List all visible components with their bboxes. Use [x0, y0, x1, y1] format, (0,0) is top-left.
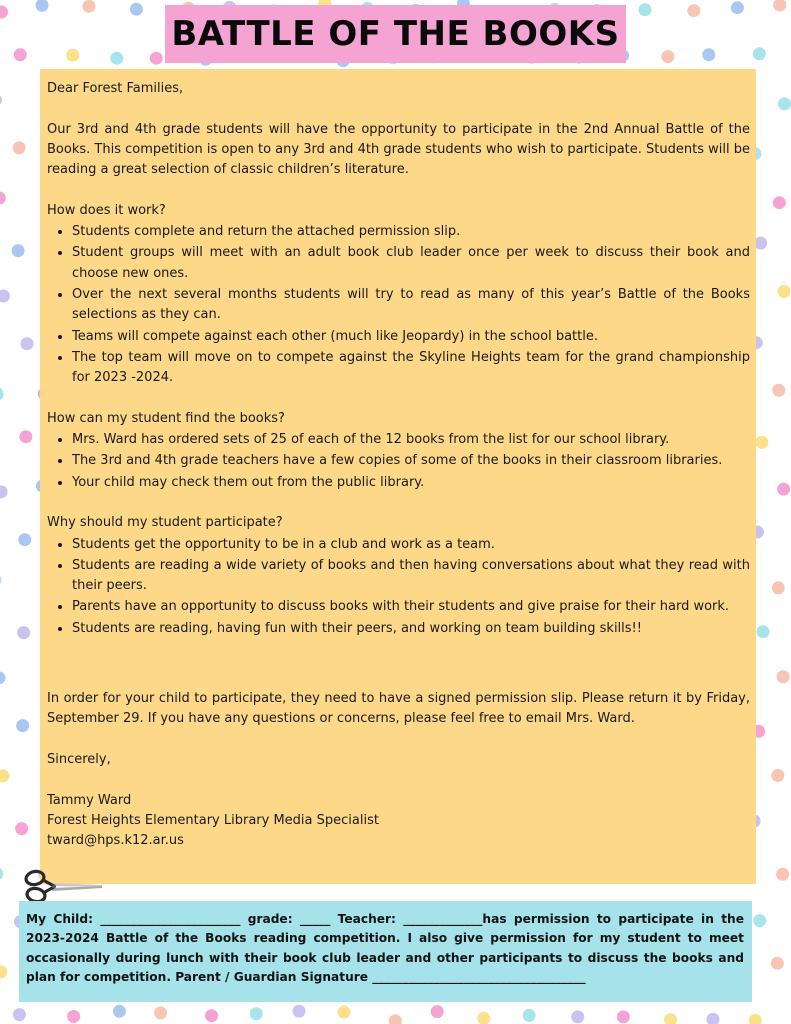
- why-participate-list: [47, 534, 750, 639]
- polka-dot: [755, 436, 768, 449]
- list-item: • The top team will move on to compete against the Skyline Heights team for the grand championship for 2023 -2024.: [72, 347, 750, 389]
- list-item: • The 3rd and 4th grade teachers have a few copies of some of the books in their classroom libraries.: [72, 450, 750, 471]
- polka-dot: [0, 485, 8, 498]
- polka-dot: [67, 1010, 80, 1023]
- polka-dot: [523, 1009, 536, 1022]
- polka-dot: [0, 290, 10, 303]
- polka-dot: [14, 48, 27, 61]
- list-item: • Mrs. Ward has ordered sets of 25 of each of the 12 books from the list for our school library.: [72, 429, 750, 450]
- polka-dot: [707, 1013, 720, 1024]
- polka-dot: [250, 1007, 263, 1020]
- polka-dot: [13, 141, 26, 154]
- polka-dot: [17, 626, 30, 639]
- page-title: BATTLE OF THE BOOKS: [171, 14, 620, 54]
- signature-email: tward@hps.k12.ar.us: [47, 833, 184, 849]
- polka-dot: [18, 533, 31, 546]
- polka-dot: [13, 1008, 26, 1021]
- list-item: • Students are reading, having fun with their peers, and working on team building skills!!: [72, 618, 750, 639]
- polka-dot: [0, 6, 8, 19]
- section-heading-find-books: How can my student find the books?: [47, 410, 285, 426]
- polka-dot: [617, 1010, 630, 1023]
- title-banner: [165, 5, 626, 63]
- polka-dot: [753, 47, 766, 60]
- polka-dot: [731, 1, 744, 14]
- polka-dot: [0, 192, 6, 205]
- polka-dot: [12, 244, 25, 257]
- polka-dot: [772, 581, 785, 594]
- polka-dot: [110, 52, 123, 65]
- polka-dot: [293, 1005, 306, 1018]
- polka-dot: [205, 1009, 218, 1022]
- polka-dot: [15, 822, 28, 835]
- polka-dot: [154, 1006, 167, 1019]
- list-item: • Teams will compete against each other (much like Jeopardy) in the school battle.: [72, 326, 750, 347]
- polka-dot: [778, 285, 791, 298]
- polka-dot: [771, 957, 784, 970]
- polka-dot: [749, 1014, 762, 1024]
- polka-dot: [687, 4, 700, 17]
- list-item: • Students are reading a wide variety of books and then having conversations about what they read with their peers.: [72, 555, 750, 597]
- letter-body: [40, 69, 756, 884]
- signature-name: Tammy Ward: [47, 792, 132, 808]
- polka-dot: [757, 625, 770, 638]
- list-item: • Student groups will meet with an adult book club leader once per week to discuss their book and choose new ones.: [72, 242, 750, 284]
- polka-dot: [389, 1014, 402, 1024]
- list-item: • Over the next several months students will try to read as many of this year’s Battle of the Books selections as they can.: [72, 284, 750, 326]
- section-heading-how-it-works: How does it work?: [47, 202, 166, 218]
- scissors-icon: [22, 868, 104, 904]
- section-heading-why-participate: Why should my student participate?: [47, 515, 283, 531]
- polka-dot: [753, 914, 766, 927]
- polka-dot: [664, 1013, 677, 1024]
- polka-dot: [0, 671, 5, 684]
- polka-dot: [338, 1006, 351, 1019]
- signoff: Sincerely,: [47, 751, 111, 767]
- permission-slip: [19, 901, 752, 1002]
- polka-dot: [21, 337, 34, 350]
- polka-dot: [16, 719, 29, 732]
- polka-dot: [777, 670, 790, 683]
- polka-dot: [777, 483, 790, 496]
- polka-dot: [772, 384, 785, 397]
- closing-paragraph: In order for your child to participate, they need to have a signed permission slip. Please return it by Friday, September 29. If you have any questions or concerns, please feel free to email Mrs. Ward.: [47, 691, 750, 727]
- polka-dot: [754, 237, 767, 250]
- polka-dot: [773, 0, 786, 12]
- polka-dot: [477, 1012, 490, 1024]
- polka-dot: [150, 52, 163, 65]
- polka-dot: [778, 97, 791, 110]
- list-item: • Students complete and return the attached permission slip.: [72, 221, 750, 242]
- polka-dot: [82, 0, 95, 13]
- polka-dot: [661, 50, 674, 63]
- polka-dot: [771, 769, 784, 782]
- polka-dot: [776, 868, 789, 881]
- polka-dot: [19, 430, 32, 443]
- polka-dot: [0, 769, 9, 782]
- polka-dot: [773, 196, 786, 209]
- polka-dot: [639, 3, 652, 16]
- permission-slip-text: My Child: _______________________ grade: _____ Teacher: _____________has permission to participate in the 2023-2024 Battle of the Books reading competition. I also give permission for my student to meet occasionally during lunch with their book club leader and other participants to discuss the books and plan for competition. Parent / Guardian Signature ___________________________________: [26, 912, 744, 985]
- polka-dot: [130, 3, 143, 16]
- polka-dot: [113, 1005, 126, 1018]
- polka-dot: [0, 965, 7, 978]
- polka-dot: [571, 1010, 584, 1023]
- signature-role: Forest Heights Elementary Library Media Specialist: [47, 812, 379, 828]
- list-item: • Students get the opportunity to be in a club and work as a team.: [72, 534, 750, 555]
- find-books-list: [47, 429, 750, 493]
- polka-dot: [66, 49, 79, 62]
- how-it-works-list: [47, 221, 750, 388]
- polka-dot: [0, 388, 4, 401]
- polka-dot: [36, 0, 49, 12]
- list-item: • Parents have an opportunity to discuss books with their students and give praise for their hard work.: [72, 596, 750, 617]
- polka-dot: [0, 573, 2, 586]
- greeting: Dear Forest Families,: [47, 81, 184, 96]
- polka-dot: [702, 48, 715, 61]
- polka-dot: [431, 1005, 444, 1018]
- list-item: • Your child may check them out from the public library.: [72, 472, 750, 493]
- polka-dot: [0, 94, 2, 107]
- polka-dot: [0, 867, 3, 880]
- intro-paragraph: Our 3rd and 4th grade students will have the opportunity to participate in the 2nd Annual Battle of the Books. This competition is open to any 3rd and 4th grade students who wish to participate. Students will be reading a great selection of classic children’s literature.: [47, 121, 750, 178]
